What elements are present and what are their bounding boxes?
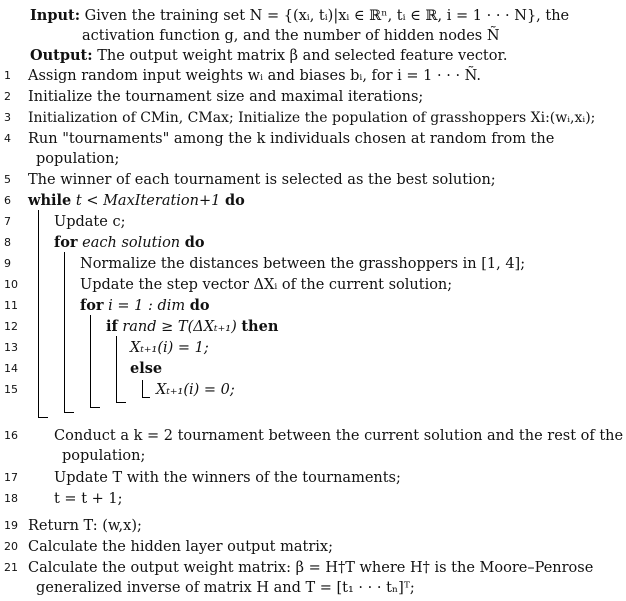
line-continuation: generalized inverse of matrix H and T = [t₁ · · · tₙ]ᵀ; — [36, 580, 415, 596]
line-text: Return T: (w,x); — [28, 518, 142, 534]
input-continuation: activation function g, and the number of hidden nodes Ñ — [82, 28, 500, 44]
line-text: The winner of each tournament is selected as the best solution; — [28, 172, 496, 188]
line-number: 4 — [4, 132, 11, 145]
line-number: 1 — [4, 69, 11, 82]
line-text: Update T with the winners of the tournaments; — [54, 470, 401, 486]
line-continuation: population; — [36, 151, 120, 167]
line-number: 9 — [4, 257, 11, 270]
line-number: 19 — [4, 519, 18, 532]
loop-condition: each solution — [82, 235, 181, 251]
output-text: The output weight matrix β and selected feature vector. — [97, 48, 508, 64]
line-text: Xₜ₊₁(i) = 1; — [130, 340, 209, 356]
line-text: Normalize the distances between the grasshoppers in [1, 4]; — [80, 256, 526, 272]
while-block-rule — [38, 210, 39, 418]
line-number: 13 — [4, 341, 18, 354]
while-block-rule-end — [38, 417, 48, 418]
input-line — [30, 6, 569, 26]
line-number: 3 — [4, 111, 11, 124]
keyword-for: for — [80, 297, 104, 314]
loop-condition: t < MaxIteration+1 — [75, 193, 221, 209]
line-text: Calculate the output weight matrix: β = H†T where H† is the Moore–Penrose — [28, 560, 594, 576]
line-number: 18 — [4, 492, 18, 505]
line-number: 8 — [4, 236, 11, 249]
keyword-then: then — [241, 318, 279, 335]
keyword-for: for — [54, 234, 78, 251]
line-number: 11 — [4, 299, 18, 312]
input-label: Input: — [30, 7, 81, 24]
line-continuation: population; — [62, 448, 146, 464]
line-number: 16 — [4, 429, 18, 442]
line-number: 5 — [4, 173, 11, 186]
line-number: 15 — [4, 383, 18, 396]
input-text: Given the training set N = {(xᵢ, tᵢ)|xᵢ ∈ ℝⁿ, tᵢ ∈ ℝ, i = 1 · · · N}, the — [84, 8, 570, 24]
keyword-do: do — [224, 192, 245, 209]
line-number: 20 — [4, 540, 18, 553]
for-solution-rule-end — [64, 412, 74, 413]
keyword-do: do — [189, 297, 210, 314]
loop-condition: i = 1 : dim — [108, 298, 186, 314]
line-text: Update the step vector ΔXᵢ of the current solution; — [80, 277, 453, 293]
if-rule — [116, 336, 117, 403]
keyword-do: do — [184, 234, 205, 251]
line-number: 17 — [4, 471, 18, 484]
line-text: Assign random input weights wᵢ and biases bᵢ, for i = 1 · · · Ñ. — [28, 68, 482, 84]
line-number: 6 — [4, 194, 11, 207]
line-number: 2 — [4, 90, 11, 103]
for-i-rule-end — [90, 407, 100, 408]
line-number: 10 — [4, 278, 18, 291]
line-text: t = t + 1; — [54, 491, 123, 507]
keyword-else: else — [130, 360, 163, 377]
line-number: 14 — [4, 362, 18, 375]
line-text: Xₜ₊₁(i) = 0; — [156, 382, 235, 398]
output-label: Output: — [30, 47, 93, 64]
line-text: Update c; — [54, 214, 126, 230]
if-rule-end — [116, 402, 126, 403]
line-number: 12 — [4, 320, 18, 333]
if-condition: rand ≥ T(ΔXₜ₊₁) — [122, 319, 237, 335]
for-i-rule — [90, 315, 91, 408]
line-text: Calculate the hidden layer output matrix; — [28, 539, 333, 555]
line-text: Initialize the tournament size and maximal iterations; — [28, 89, 424, 105]
line-number: 21 — [4, 561, 18, 574]
keyword-if: if — [106, 318, 118, 335]
else-rule — [142, 380, 143, 398]
line-text: Conduct a k = 2 tournament between the current solution and the rest of the — [54, 428, 624, 444]
keyword-while: while — [28, 192, 72, 209]
line-text: Initialization of CMin, CMax; Initialize the population of grasshoppers Xi:(wᵢ,xᵢ); — [28, 110, 596, 126]
else-rule-end — [142, 397, 150, 398]
line-number: 7 — [4, 215, 11, 228]
output-line — [30, 46, 507, 66]
for-solution-rule — [64, 252, 65, 413]
line-text: Run "tournaments" among the k individuals chosen at random from the — [28, 131, 555, 147]
